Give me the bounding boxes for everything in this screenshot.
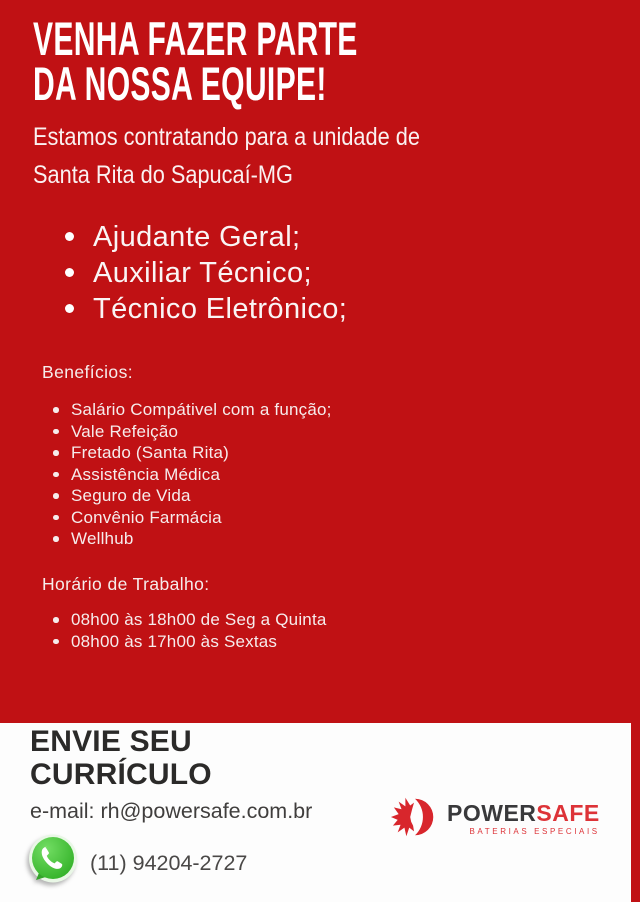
- benefits-list: [52, 399, 332, 550]
- schedule-item: 08h00 às 18h00 de Seg a Quinta: [52, 609, 327, 631]
- schedule-item: 08h00 às 17h00 às Sextas: [52, 631, 327, 653]
- benefit-item: Fretado (Santa Rita): [52, 442, 332, 464]
- position-item: Ajudante Geral;: [63, 219, 347, 255]
- position-item: Técnico Eletrônico;: [63, 291, 347, 327]
- cta-heading: [30, 725, 212, 791]
- whatsapp-icon: [28, 834, 78, 884]
- cta-line-1: ENVIE SEU: [30, 725, 192, 758]
- benefit-item: Wellhub: [52, 528, 332, 550]
- title-line-2: DA NOSSA EQUIPE!: [33, 57, 327, 110]
- phone-text: (11) 94204-2727: [90, 851, 248, 875]
- schedule-list: [52, 609, 327, 652]
- subtitle: Estamos contratando para a unidade de Santa Rita do Sapucaí-MG: [33, 123, 420, 189]
- powersafe-wordmark: [447, 794, 600, 836]
- benefit-item: Salário Compátivel com a função;: [52, 399, 332, 421]
- title-line-1: VENHA FAZER PARTE: [33, 12, 358, 65]
- benefit-item: Seguro de Vida: [52, 485, 332, 507]
- positions-list: [63, 219, 347, 327]
- powersafe-logo: [390, 794, 600, 840]
- brand-safe: SAFE: [536, 800, 600, 826]
- schedule-heading: Horário de Trabalho:: [42, 574, 210, 594]
- powersafe-spark-icon: [390, 794, 440, 840]
- email-text: e-mail: rh@powersafe.com.br: [30, 799, 313, 823]
- footer-section: [0, 723, 631, 902]
- benefit-item: Convênio Farmácia: [52, 507, 332, 529]
- brand-tagline: BATERIAS ESPECIAIS: [469, 827, 600, 836]
- benefits-heading: Benefícios:: [42, 362, 133, 382]
- benefit-item: Assistência Médica: [52, 464, 332, 486]
- position-item: Auxiliar Técnico;: [63, 255, 347, 291]
- cta-line-2: CURRÍCULO: [30, 758, 212, 791]
- page-title: [33, 12, 358, 110]
- benefit-item: Vale Refeição: [52, 421, 332, 443]
- brand-name: [447, 801, 600, 825]
- brand-power: POWER: [447, 800, 537, 826]
